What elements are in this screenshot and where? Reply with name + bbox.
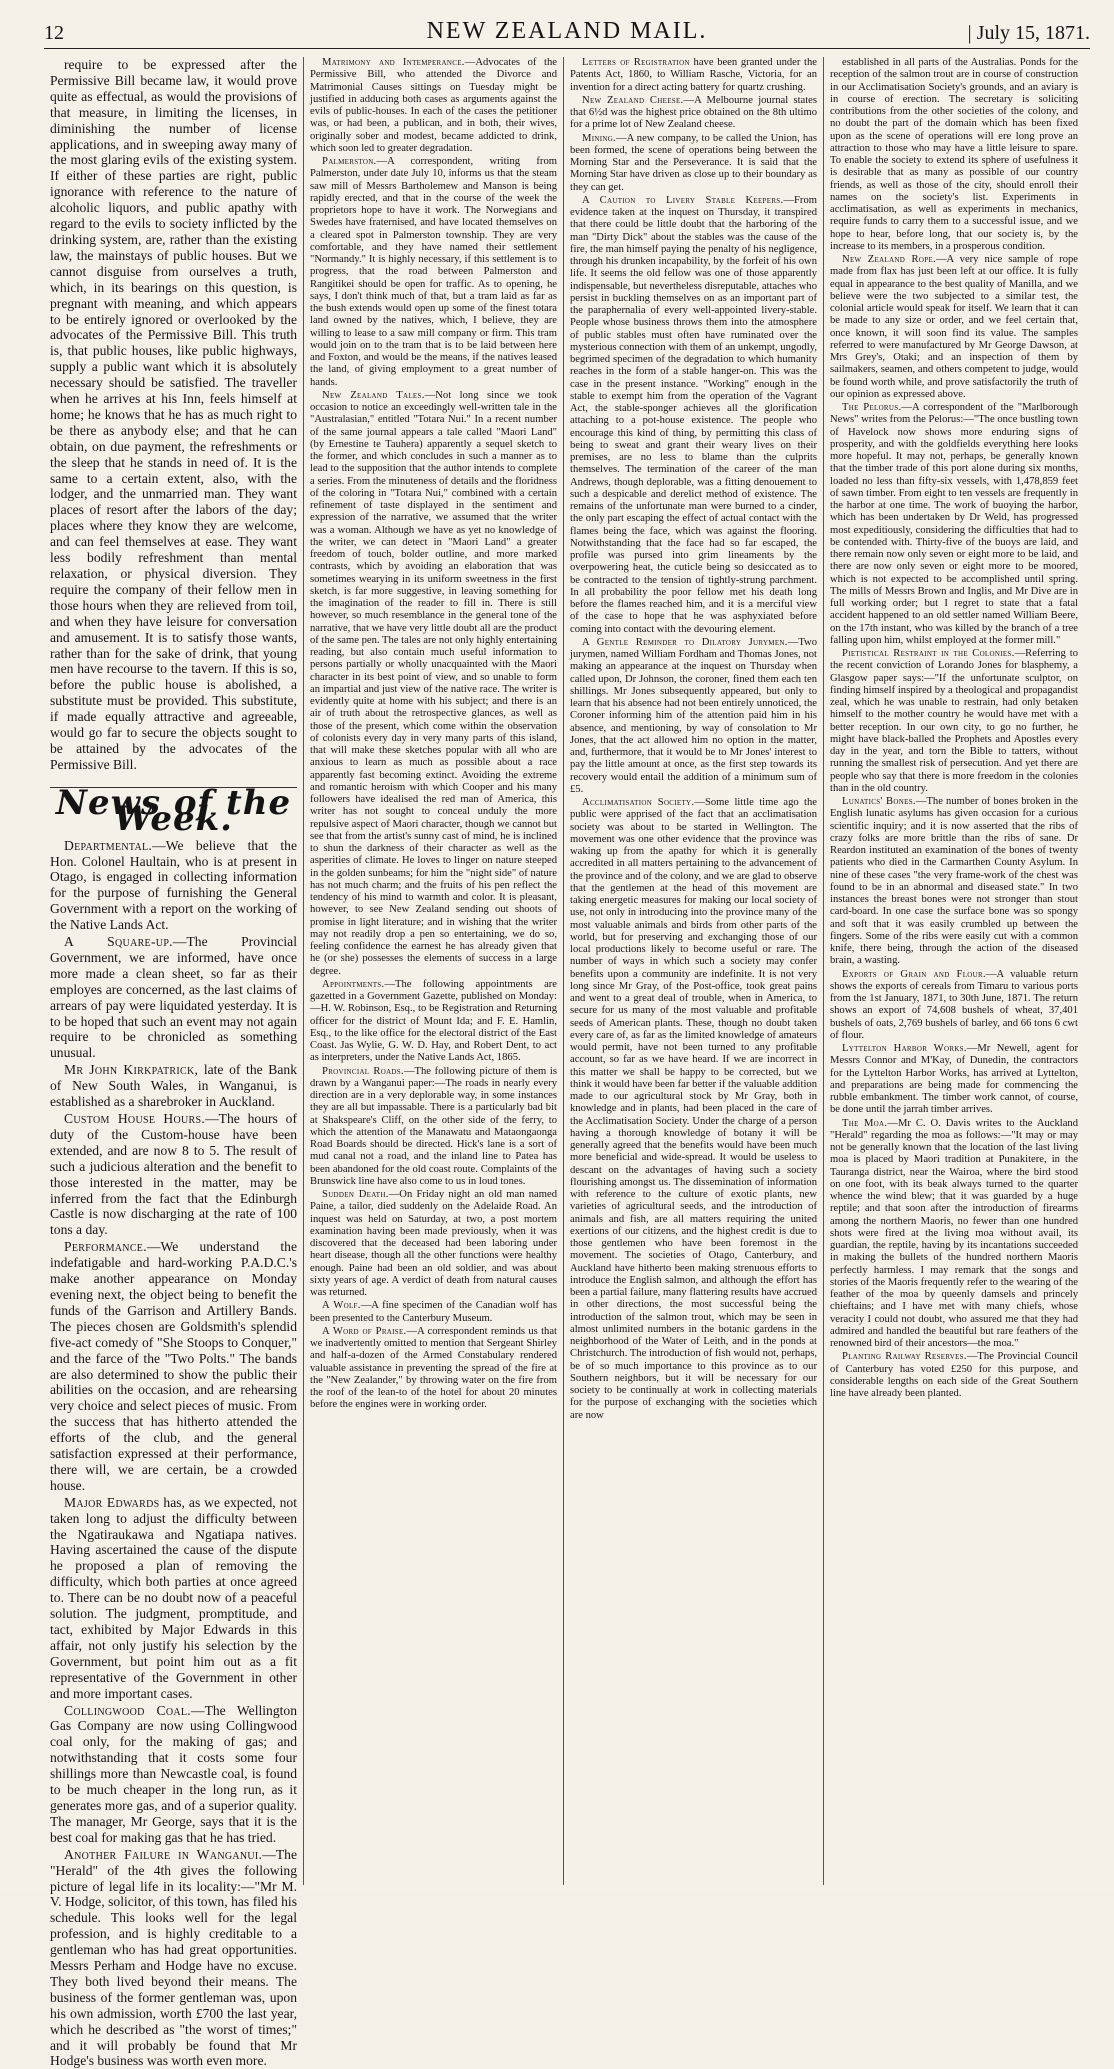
news-item-text: —Two jurymen, named William Fordham and Thomas Jones, not making an appearance at the inquest on Thursday when called upon, Dr Johnson, the coroner, fined them each ten shillings. Mr Jones subsequently appeared, but only to learn that his absence had not been entirely unnoticed, the Coroner informing him of the attention paid him in his absence, and mentioning, by way of consolation to Mr Jones, that the act allowed him no option in the matter, and, furthermore, that it would be to Mr Jones' interest to pay the little amount at once, as the first step towards its recovery would entail the addition of a minimum sum of £5. (570, 636, 817, 795)
news-item (310, 1326, 557, 1412)
news-item (310, 390, 557, 978)
news-item-text: —The hours of duty of the Custom-house have been extended, and are now 8 to 5. The result of such a judicious alteration and the benefit to those interested in the matter, may be inferred from the fact that the Edinburgh Castle is now discharging at the rate of 100 tons a day. (50, 1111, 297, 1238)
news-item (310, 156, 557, 389)
news-item-heading: A Square-up. (64, 934, 173, 950)
newspaper-title: NEW ZEALAND MAIL. (426, 18, 708, 44)
news-item-heading: Lyttelton Harbor Works. (842, 1043, 967, 1054)
news-item (830, 969, 1078, 1043)
news-item-text: —The Wellington Gas Company are now using Collingwood coal only, for the making of gas; and notwithstanding that it costs some four shillings more than Newcastle coal, is found to be much cheaper in the long run, as it generates more gas, and of a superior quality. The manager, Mr George, says that it is the best coal for making gas that he has tried. (50, 1702, 297, 1845)
news-item-text: have been granted under the Patents Act, 1860, to William Rasche, Victoria, for an invention for a direct acting battery for quartz crushing. (570, 57, 817, 93)
news-item-text: —The following picture of them is drawn by a Wanganui paper:—The roads in nearly every direction are in a very deplorable way, in some instances they are all but impassable. There is a particularly bad bit at Shakspeare's Cliff, on the other side of the ferry, to which the attention of the Manawatu and Mataongaonga Road Boards should be directed. Hick's lane is a sort of mud canal not a road, and the inland line to Patea has been abandoned for the old coast route. Complaints of the Brunswick line have also come to us in loud tones. (310, 1065, 557, 1187)
news-item-heading: Departmental. (64, 837, 153, 853)
news-item (830, 57, 1078, 253)
news-item (50, 1111, 297, 1238)
news-item (570, 57, 817, 94)
news-item-heading: A Gentle Reminder to Dilatory Jurymen. (582, 636, 788, 648)
news-item-text: —Mr Newell, agent for Messrs Connor and M'Kay, of Dunedin, the contractors for the Lyttelton Harbor Works, has arrived at Lyttelton, and preparations are being made for commencing the rubble embankment. The timber work cannot, of course, be done until the jarrah timber arrives. (830, 1043, 1078, 1116)
news-item (830, 402, 1078, 647)
news-item-heading: Acclimatisation Society. (582, 797, 695, 808)
news-item-text: —The following appointments are gazetted in a Government Gazette, published on Monday:—H. W. Robinson, Esq., to be Registration and Returning officer for the district of Mount Ida; and F. E. Hamlin, Esq., to the like office for the electoral district of the East Coast. Jas Wylie, G. W. D. Hay, and Robert Dent, to act as interpreters, under the Native Lands Act, 1865. (310, 978, 557, 1064)
page-number: 12 (44, 22, 64, 44)
news-item-heading: Pietistical Restraint in the Colonies. (842, 648, 1015, 659)
news-item (830, 1043, 1078, 1117)
news-item-heading: Major Edwards (64, 1494, 160, 1510)
news-item-text: —The number of bones broken in the English lunatic asylums has given occasion for a curious scientific inquiry; and it is now asserted that the ribs of crazy folks are more brittle than the ribs of sane. Dr Reardon instituted an examination of the bones of twenty patients who died in the Carmarthen County Asylum. In nine of these cases "the very frame-work of the chest was found to be in an abnormal and diseased state." In two instances the breast bones were not stronger than stout card-board. In one case the surface bone was so spongy and soft that it was easily crumbled up between the fingers. Some of the ribs were easily cut with a common knife, there being, through the action of the diseased brain, a wasting. (830, 796, 1078, 967)
column-1-items (50, 838, 297, 2069)
news-item (50, 1495, 297, 1702)
issue-date: | July 15, 1871. (968, 22, 1090, 45)
news-item (50, 838, 297, 933)
news-item-heading: Appointments. (322, 978, 385, 990)
news-item (830, 1118, 1078, 1351)
news-item-text: —A correspondent reminds us that we inadvertently omitted to mention that Sergeant Shirley and half-a-dozen of the Armed Constabulary rendered valuable assistance in preventing the spread of the fire at the "New Zealander," by throwing water on the fire from the roof of the lean-to of the hotel for about 20 minutes before the engines were in working order. (310, 1325, 557, 1411)
column-2 (304, 57, 564, 1885)
masthead (44, 18, 1090, 49)
news-item-heading: Palmerston. (322, 156, 377, 167)
news-item-text: —From evidence taken at the inquest on Thursday, it transpired that there could be little doubt that the harboring of the man "Dirty Dick" about the stables was the cause of the fire, the man himself paying the penalty of his negligence, through his drunken incapability, by the forfeit of his own life. It seems the old fellow was one of those apparently indispensable, but nevertheless disreputable, attaches who persist in buckling themselves on as an important part of the paraphernalia of every well-appointed livery-stable. People whose business throws them into the atmosphere of public stables must often have ruminated over the mysterious connection with them of an unkempt, ungodly, begrimed specimen of the degradation to which humanity reaches in the form of a stable hanger-on. This was the case in the present instance. "Working" enough in the stable to exempt him from the operation of the Vagrant Act, the stable-sponger achieves all the glorification attaching to a pot-house existence. The people who encourage this kind of thing, by permitting this class of being to sweat and grant their weary lives on their premises, are no less to blame than the culprits themselves. The termination of the career of the man Andrews, though deplorable, was a fitting denouement to such a despicable and derelict method of existence. The remains of the unfortunate man were burned to a cinder, the only part escaping the effect of actual contact with the flames being the face, which was against the flooring. Notwithstanding that the face had so far escaped, the profile was pursed into grim lineaments by the overpowering heat, the cuticle being so desiccated as to be contracted to the tension of tightly-strung parchment. In all probability the poor fellow met his death long before the flames reached him, and it is a merciful view of the case to hope that he was asphyxiated before coming into contact with the devouring element. (570, 194, 817, 635)
news-item-text: —The Provincial Council of Canterbury has voted £250 for this purpose, and considerable lengths on each side of the Great Southern line have already been planted. (830, 1351, 1079, 1399)
news-item-heading: A Word of Praise. (322, 1325, 407, 1337)
news-item-text: —A fine specimen of the Canadian wolf has been presented to the Canterbury Museum. (310, 1300, 557, 1324)
news-item-text: —A correspondent of the "Marlborough News" writes from the Pelorus:—"The once bustling town of Havelock now shows more enduring signs of prosperity, and with the goldfields everything here looks more hopeful. It may not, perhaps, be generally known that the timber trade of this port alone during six months, loaded no less than fifty-six vessels, with 1,478,859 feet of sawn timber. From eight to ten vessels are frequently in the harbor at one time. The work of buoying the harbor, which has been undertaken by Dr Weld, has progressed most expeditiously, considering the difficulties that had to be contended with. Thirty-five of the buoys are laid, and there remain now only seven or eight more to be laid, and there are now only seven or eight more to be moored, which is not expected to be accomplished until spring. The mills of Messrs Brown and Inglis, and Mr Dive are in full working order; but I regret to state that a fatal accident happened to an old settler named William Beere, on the 17th instant, who was killed by the branch of a tree falling upon him, whilst employed at the former mill." (830, 402, 1078, 646)
news-item-heading: Exports of Grain and Flour. (842, 968, 986, 980)
news-item-heading: Mr John Kirkpatrick, (64, 1062, 199, 1078)
lead-article (50, 57, 297, 773)
news-item-text: established in all parts of the Australias. Ponds for the reception of the salmon trout are in course of construction in our Acclimatisation Society's grounds, and an aviary is in course of erection. The secretary is soliciting contributions from the other societies of the colony, and no doubt the part of the domain which has been fixed upon as the scene of operations will ere long prove an attraction to those who may have a little leisure to spare. To enable the society to extend its sphere of usefulness it is desirable that as many as possible of our country friends, as well as those of the city, should enroll their names on the society's list. Experiments in acclimatisation, as well as experiments in mechanics, require funds to carry them to a successful issue, and we hope to hear, before long, that our society is, by the increase to its members, in a prosperous condition. (830, 57, 1078, 252)
news-item-heading: Mining. (582, 132, 616, 144)
news-item (50, 1703, 297, 1846)
news-item-text: —A valuable return shows the exports of cereals from Timaru to various ports from the 1st January, 1871, to 30th June, 1871. The return shows an export of 74,608 bushels of wheat, 37,401 bushels of oats, 2,769 bushels of barley, and 66 tons 6 cwt of flour. (830, 968, 1078, 1041)
news-item-text: —The Provincial Government, we are informed, have once more made a clean sheet, so far as their employes are concerned, as the last claims of arrears of pay were liquidated yesterday. It is to be hoped that such an event may not again require to be chronicled as something unusual. (50, 934, 297, 1061)
news-item-heading: The Moa. (842, 1117, 888, 1129)
news-item-text: —We understand the indefatigable and hard-working P.A.D.C.'s make another appearance on Monday evening next, the object being to benefit the funds of the Garrison and Artillery Bands. The pieces chosen are Goldsmith's splendid five-act comedy of "She Stoops to Conquer," and the farce of the "Two Polts." The bands are also determined to show the public their abilities on the occasion, and are rehearsing very choice and select pieces of music. From the success that has hitherto attended the efforts of the club, and the general satisfaction expressed at their performance, there will, we are certain, be a crowded house. (50, 1239, 297, 1493)
news-item-heading: Custom House Hours. (64, 1111, 206, 1126)
news-item-text: —The "Herald" of the 4th gives the following picture of legal life in its locality:—"Mr M. V. Hodge, solicitor, of this town, has filed his schedule. This looks well for the legal profession, and is highly creditable to a gentleman who has had great opportunities. Messrs Perham and Hodge have no excuse. They both lived beyond their means. The business of the former gentleman was, upon his own admission, worth £700 the last year, which he described as "the worst of times;" and it will probably be found that Mr Hodge's business was worth even more. (50, 1846, 297, 2069)
column-3 (564, 57, 824, 1885)
news-item-heading: Another Failure in Wanganui. (64, 1846, 263, 1862)
news-item-heading: Letters of Registration (582, 57, 690, 68)
news-of-the-week-heading: News of the Week. (50, 787, 297, 828)
news-item-heading: Matrimony and Intemperance. (322, 57, 465, 68)
news-item (310, 1066, 557, 1189)
news-item (50, 57, 297, 773)
news-item (310, 57, 557, 155)
news-item-text: —A correspondent, writing from Palmerston, under date July 10, informs us that the steam saw mill of Messrs Bartholemew and Manson is being rapidly erected, and that in the course of the week the proprietors hope to have it work. The Norwegians and Swedes have fraternised, and have located themselves on a cleared spot in Palmerston township. They are very comfortable, and they have named their settlement "Normandy." It is highly necessary, if this settlement is to progress, that the road between Palmerston and Rangitikei should be open for traffic. As to opening, he says, I don't think much of that, but a tram laid as far as the bush extends would open up some of the finest totara land owned by the natives, which, I believe, they are willing to lease to a saw mill company or firm. This tram would join on to the tram that is to be laid between here and Foxton, and would be the means, if the natives leased the land, of giving employment to a great number of hands. (310, 156, 557, 388)
news-item (310, 979, 557, 1065)
news-item-heading: Planting Railway Reserves. (842, 1351, 967, 1363)
news-item (570, 637, 817, 796)
news-item (830, 648, 1078, 795)
news-item-heading: Lunatics' Bones. (842, 796, 916, 807)
news-item (50, 1062, 297, 1110)
news-item (830, 796, 1078, 968)
news-item-text: —A new company, to be called the Union, has been formed, the scene of operations being between the Morning Star and the Perseverance. It is said that the Morning Star have driven as close up to their boundary as they can get. (570, 132, 817, 193)
news-item-heading: A Wolf. (322, 1300, 361, 1312)
news-item-heading: The Pelorus. (842, 402, 902, 413)
news-item (310, 1300, 557, 1325)
news-item-text: —Advocates of the Permissive Bill, who attended the Divorce and Matrimonial Causes sittings on Tuesday might be justified in adducing both cases as arguments against the evils of public-houses. In each of the cases the petitioner was, or had been, a publican, and in both, their wives, originally sober and modest, became addicted to drink, which soon led to greater degradation. (310, 57, 558, 154)
news-item-heading: New Zealand Tales. (322, 389, 425, 401)
news-item (570, 95, 817, 132)
column-1 (44, 57, 304, 2069)
news-item-heading: New Zealand Cheese. (582, 94, 684, 106)
column-4 (824, 57, 1084, 1885)
news-item-text: has, as we expected, not taken long to adjust the difficulty between the Ngatiraukawa and Ngatiapa natives. Having ascertained the cause of the dispute he proposed a plan of removing the difficulty, which both parties at once agreed to. There can be no doubt now of a peaceful solution. The judgment, promptitude, and tact, exhibited by Major Edwards in this affair, not only justify his selection by the Government, but point him out as a fit representative of the Government in other and more important cases. (50, 1494, 298, 1701)
news-item-text: —Some little time ago the public were apprised of the fact that an acclimatisation society was about to be started in Wellington. The movement was one other evidence that the province was waking up from the apathy for which it is generally accredited in all matters pertaining to the advancement of the province and of the colony, and we are glad to observe that the gentlemen at the head of this movement are taking energetic measures for making our local society of use, not only in introducing into the province many of the most valuable animals and birds from other parts of the world, but for preserving and exchanging those of our local productions likely to become useful or rare. The number of ways in which such a society may confer benefits upon a community are indefinite. It is not very long since Mr Gray, of the Post-office, took great pains and went to a great deal of trouble, when in America, to secure for us many of the most valuable and profitable seeds of American plants. These, though no doubt taken every care of, as far as the limited knowledge of amateurs would permit, have not been turned to any profitable account, so far as we have heard. If we are incorrect in this matter we shall be happy to be corrected, but we think it would have been far better if the valuable addition made to our agricultural stock by Mr Gray, both in knowledge and in plants, had been placed in the care of the Acclimatisation Society. Under the charge of a person having a thorough knowledge of botany it will be generally agreed that the benefits would have been much more beneficial and wide-spread. It would be useless to descant on the advantages of having such a society flourishing amongst us. The dissemination of information with reference to the culture of exotic plants, new varieties of agricultural seeds, and the introduction of animals and fish, are all matters requiring the united exertions of our citizens, and the highest credit is due to those gentlemen who have been foremost in the movement. The societies of Otago, Canterbury, and Auckland have hitherto been making strenuous efforts to introduce the English salmon, and although the effort has been a partial failure, many flattering results have accrued in other directions, the most successful being the introduction of the salmon trout, which may be seen in almost unlimited numbers in the botanic gardens in the neighborhood of the Water of Leith, and in the ponds at Christchurch. The introduction of fish would not, perhaps, be of so much importance to this province as to our Southern neighbors, but it will be necessary for our society to be continually at work in collecting materials for the purpose of exchanging with the societies which are now (570, 797, 817, 1421)
news-item-heading: Collingwood Coal. (64, 1702, 191, 1718)
columns (44, 57, 1090, 2069)
news-item (310, 1189, 557, 1299)
news-item-heading: New Zealand Rope. (842, 254, 936, 265)
news-item (50, 1847, 297, 2069)
news-item (830, 1351, 1078, 1400)
news-item-text: —We believe that the Hon. Colonel Haultain, who is at present in Otago, is engaged in collecting information for the purpose of furnishing the General Government with a report on the working of the Native Lands Act. (50, 837, 297, 933)
news-item-text: late of the Bank of New South Wales, in Wanganui, is established as a sharebroker in Auckland. (50, 1062, 297, 1110)
news-item-text: —A Melbourne journal states that 6½d was the highest price obtained on the 8th ultimo for a prime lot of New Zealand cheese. (570, 94, 818, 131)
news-item-heading: Sudden Death. (322, 1189, 389, 1200)
news-item (830, 254, 1078, 401)
news-item-heading: Provincial Roads. (322, 1065, 404, 1077)
news-item-heading: A Caution to Livery Stable Keepers. (582, 194, 784, 206)
news-item (570, 797, 817, 1422)
news-item-text: require to be expressed after the Permissive Bill became law, it would prove quite as effectual, as would the provisions of that measure, in limiting the licenses, in diminishing the number of license applications, and in sweeping away many of the most glaring evils of the existing system. If either of these parties are right, public ignorance with reference to the nature of alcoholic liquors, and public apathy with regard to the evils to society inflicted by the drinking system, are, rather than the existing law, the mainstays of public houses. But we cannot disguise from ourselves a truth, which, in its bearings on this question, is pregnant with meaning, and which appears to be entirely ignored or overlooked by the advocates of the Permissive Bill. This truth is, that public houses, like public highways, supply a public want which it is absolutely necessary should be satisfied. The traveller when he arrives at his Inn, feels himself at home; he knows that he has as much right to be there as anybody else; and that he can obtain, on due payment, the refreshments or the sleep that he stands in need of. It is the same to a certain extent, also, with the lodger, and the unmarried man. They want places of resort after the labors of the day; places where they know they are welcome, and can feel themselves at ease. They want less bodily refreshment than mental relaxation, or physical diversion. They require the company of their fellow men in those hours when they are relieved from toil, and when they have leisure for conversation and amusement. It is to satisfy those wants, rather than for the sake of drink, that young men have recourse to the tavern. If this is so, before the public house is abolished, a substitute must be provided. This substitute, if made equally attractive and agreeable, would go far to secure the objects sought to be attained by the advocates of the Permissive Bill. (50, 57, 297, 772)
news-item (50, 934, 297, 1061)
news-item-text: —Referring to the recent conviction of Lorando Jones for blasphemy, a Glasgow paper says:—"If the unfortunate sculptor, on finding himself inspired by a theological and propagandist zeal, which he was unable to restrain, had only betaken himself to the mother country he would have met with a better reception. In our own city, to go no further, he might have black-balled the Prophets and Apostles every day in the year, and torn the Bible to tatters, without running the smallest risk of persecution. And yet there are people who say that there is more freedom in the colonies than in the old country. (830, 648, 1078, 794)
news-item (50, 1239, 297, 1494)
news-item-text: —On Friday night an old man named Paine, a tailor, died suddenly on the Adelaide Road. An inquest was held on Saturday, at two, a post mortem examination having been made previously, when it was discovered that the deceased had been laboring under heart disease, though all the other functions were healthy enough. Paine had been an old soldier, and was about sixty years of age. A verdict of death from natural causes was returned. (310, 1189, 557, 1298)
news-item (570, 133, 817, 194)
news-item-text: —Mr C. O. Davis writes to the Auckland "Herald" regarding the moa as follows:—"It may or may not be generally known that the location of the last living moa is placed by Maori tradition at Punakitere, in the Tauranga district, near the Wairoa, where the bird stood on one foot, with its beak always turned to the quarter whence the wind blew; that it was guarded by a huge reptile; and that soon after the introduction of firearms among the northern Maoris, no fewer than one hundred shots were fired at the living moa without avail, its guardian, the reptile, having by its incantations succeeded in making the bullets of the hundred northern Maoris perfectly harmless. I may remark that the songs and stories of the Maoris frequently refer to the wearing of the feather of the moa by queenly damsels and princely chieftains; and I have met with many chiefs, whose veracity I could not doubt, who assured me that they had admired and handled the beautiful but rare feathers of the renowned bird of their ancestors—the moa." (830, 1117, 1078, 1349)
news-item (570, 195, 817, 636)
news-item-text: —Not long since we took occasion to notice an exceedingly well-written tale in the "Australasian," entitled "Totara Nui." In a recent number of the same journal appears a tale called "Maori Land" (by Ernestine te Tauhera) apparently a sequel sketch to the former, and which concludes in such a manner as to lead to the supposition that the author intends to complete a series. From the minuteness of details and the floridness of the coloring in "Totara Nui," combined with a certain refinement of taste displayed in the sentiment and expression of the narrative, we assumed that the writer was a woman. Although we have as yet no knowledge of the writer, we can detect in "Maori Land" a greater freedom of touch, bolder outline, and more marked contrasts, which by avoiding an elaboration that was sometimes wearying in its uniform sweetness in the first sketch, is far more suggestive, in leaving something for the imagination of the reader to fill in. There is still however, so much resemblance in the general tone of the narrative, that we have very little doubt all are the product of the same pen. The tales are not only highly entertaining reading, but also contain much useful information to persons partially or wholly unacquainted with the Maori character in its best point of view, and so unable to form an impartial and just view of the native race. The writer is evidently quite at home with his subject; and there is an air of truth about the retrospective glances, as well as those of the present, which come within the observation of colonists every day in very many parts of this island, that will make these sketches popular with all who are anxious to learn as much as possible about a race apparently fast becoming extinct. Avoiding the extreme and romantic heroism with which Cooper and his many followers have idealised the red man of America, this writer has not sought to conceal unduly the more repulsive aspect of Maori character, though we cannot but see that from the artist's sunny cast of mind, he is inclined to shun the darkness of their character as well as the asperities of climate. He loves to linger on nature steeped in the golden sunbeams; for him the "night side" of nature has not much charm; and the fruits of his pen reflect the tendency of his mind to warmth and color. It is pleasant, however, to see New Zealand sending out shoots of promise in light literature; and in wishing that the writer may not readily drop a pen so entertaining, we do so, feeling confidence the earnest he has already given that he (or she) possesses the elements of success in a large degree. (310, 389, 558, 977)
news-item-text: —A very nice sample of rope made from flax has just been left at our office. It is fully equal in appearance to the best quality of Manilla, and we believe were the two subjected to a similar test, the colonial article would speak for itself. We learn that it can be made to any size or order, and we feel certain that, once known, it will soon find its value. The samples referred to were manufactured by Mr George Dawson, at Mrs Grey's, Otaki; and an inspection of them by sailmakers, seamen, and others competent to judge, would be found worth while, and prove satisfactorily the truth of our opinion as expressed above. (830, 254, 1078, 400)
news-item-heading: Performance. (64, 1239, 147, 1255)
